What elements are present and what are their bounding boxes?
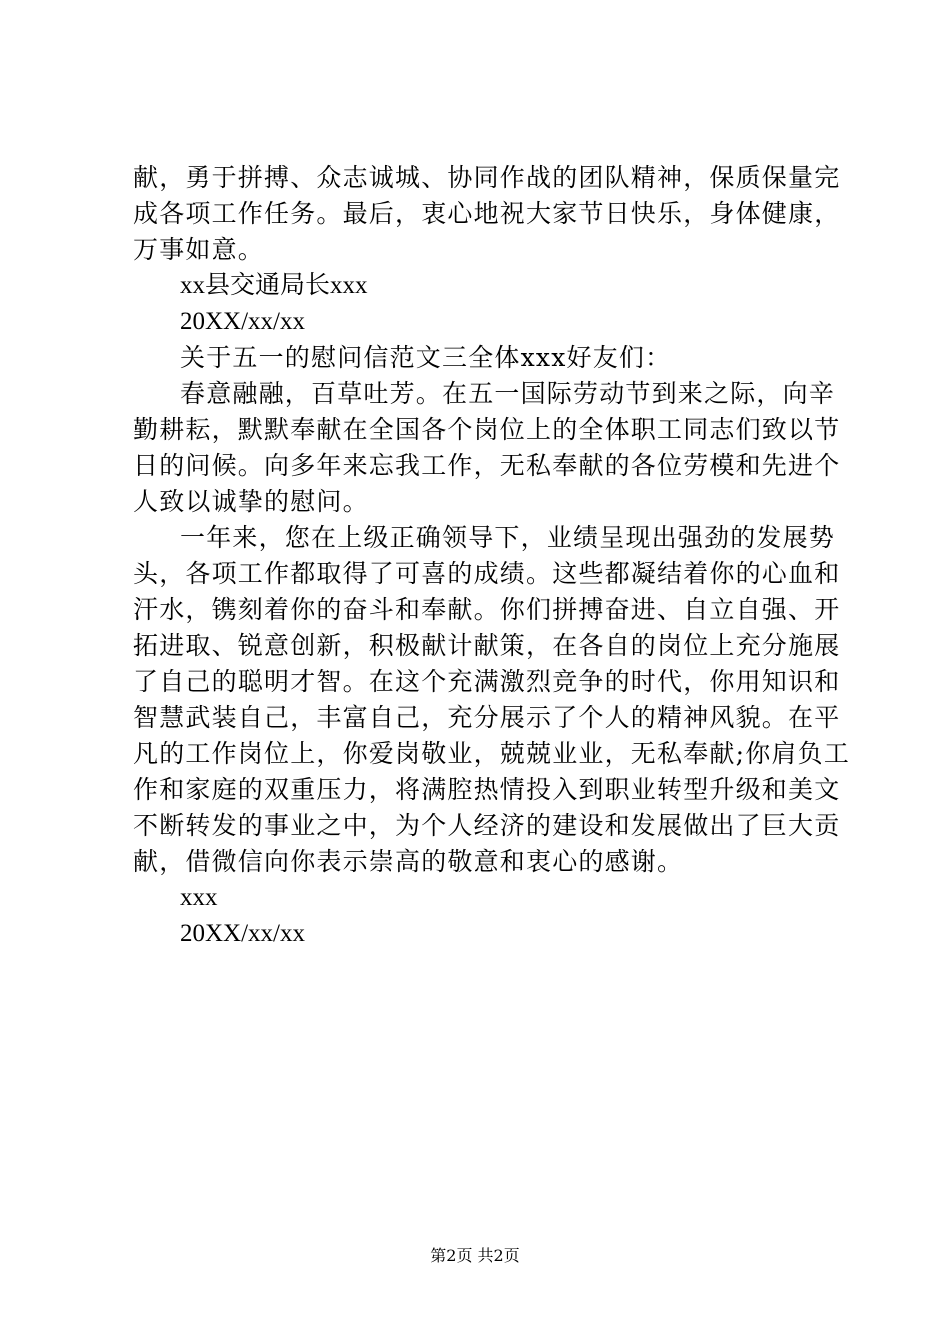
document-body [133, 160, 851, 952]
section-heading: 关于五一的慰问信范文三全体xxx好友们： [180, 343, 672, 372]
page-footer: 第2页 共2页 [430, 1246, 520, 1265]
signature-date: 20XX/xx/xx [180, 308, 305, 335]
signature-date: 20XX/xx/xx [180, 920, 305, 947]
text-line: 作和家庭的双重压力，将满腔热情投入到职业转型升级和美文 [133, 775, 841, 804]
text-line: 献，借微信向你表示崇高的敬意和衷心的感谢。 [133, 847, 684, 876]
text-line: 成各项工作任务。最后，衷心地祝大家节日快乐，身体健康， [133, 199, 841, 228]
text-line: 一年来，您在上级正确领导下，业绩呈现出强劲的发展势 [180, 523, 836, 552]
text-line: 不断转发的事业之中，为个人经济的建设和发展做出了巨大贡 [133, 811, 841, 840]
text-line: 勤耕耘，默默奉献在全国各个岗位上的全体职工同志们致以节 [133, 415, 841, 444]
text-line: 春意融融，百草吐芳。在五一国际劳动节到来之际，向辛 [180, 379, 836, 408]
text-line: 了自己的聪明才智。在这个充满激烈竞争的时代，你用知识和 [133, 667, 841, 696]
text-line: 日的问候。向多年来忘我工作，无私奉献的各位劳模和先进个 [133, 451, 841, 480]
text-line: 凡的工作岗位上，你爱岗敬业，兢兢业业，无私奉献;你肩负工 [133, 739, 851, 768]
text-line: 汗水，镌刻着你的奋斗和奉献。你们拼搏奋进、自立自强、开 [133, 595, 841, 624]
signature-name: xxx [180, 884, 218, 911]
text-line: 智慧武装自己，丰富自己，充分展示了个人的精神风貌。在平 [133, 703, 841, 732]
text-line: 头，各项工作都取得了可喜的成绩。这些都凝结着你的心血和 [133, 559, 841, 588]
text-line: 万事如意。 [133, 235, 265, 264]
text-line: 献，勇于拼搏、众志诚城、协同作战的团队精神，保质保量完 [133, 163, 841, 192]
text-line: 拓进取、锐意创新，积极献计献策，在各自的岗位上充分施展 [133, 631, 841, 660]
signature-name: xx县交通局长xxx [180, 272, 368, 299]
text-line: 人致以诚挚的慰问。 [133, 487, 369, 516]
